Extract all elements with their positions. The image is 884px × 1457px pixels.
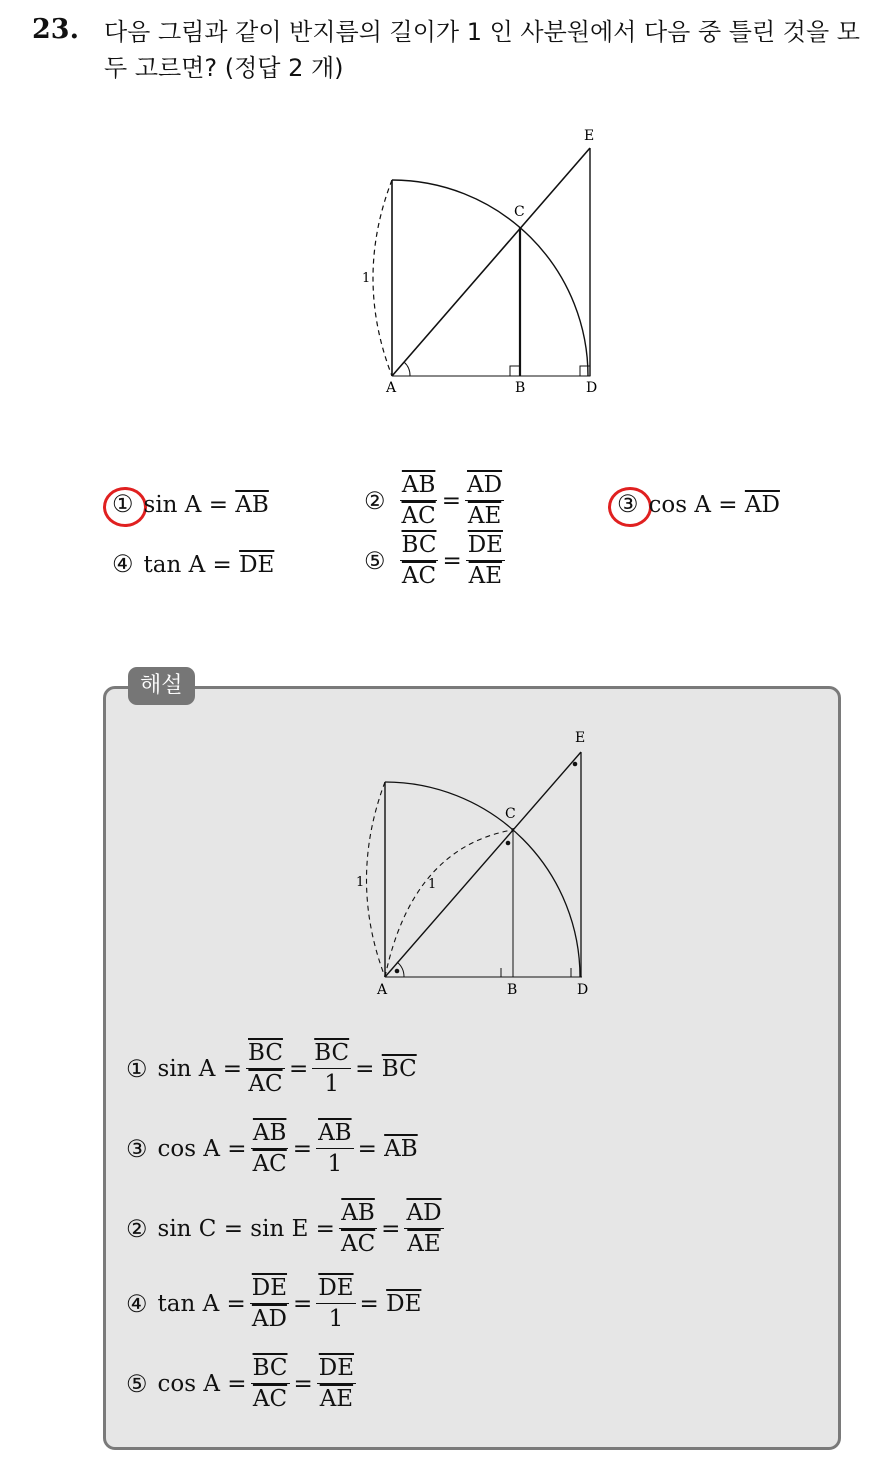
choice-5-frac-2: [466, 532, 505, 590]
sol-5-frac-1: [251, 1355, 290, 1413]
question-text: 다음 그림과 같이 반지름의 길이가 1 인 사분원에서 다음 중 틀린 것을 모두 고르면? (정답 2 개): [104, 18, 860, 82]
sol-2-eq-2: =: [357, 1135, 385, 1162]
sol-5-f2-num: $\overline{DE}$: [317, 1355, 356, 1384]
choice-3-mark: ③: [617, 490, 639, 518]
sol-quarter-arc: [385, 782, 580, 977]
solution-line-4: [126, 1275, 421, 1333]
choice-5-eq: =: [442, 547, 462, 574]
sol-4-f1-num: $\overline{DE}$: [250, 1275, 289, 1304]
sol-4-result: $\overline{DE}$: [386, 1290, 422, 1317]
sol-4-f1-den: AD: [251, 1306, 287, 1333]
choice-1-lhs: sin A =: [143, 492, 228, 518]
right-angle-b: [510, 366, 520, 376]
solution-line-3: [126, 1200, 448, 1258]
choice-2[interactable]: [364, 472, 508, 530]
choice-2-den-2: AE: [467, 503, 502, 530]
sol-5-f2-den: AE: [319, 1386, 354, 1413]
radius-brace: [373, 180, 392, 376]
choice-4-rhs: $\overline{DE}$: [239, 552, 275, 578]
sol-1-mark: ①: [126, 1054, 148, 1083]
sol-5-f1-num: $\overline{BC}$: [251, 1355, 290, 1384]
choice-2-num-2: $\overline{AD}$: [465, 472, 504, 501]
sol-label-a: A: [377, 982, 388, 998]
sol-3-f2-num: $\overline{AD}$: [404, 1200, 443, 1229]
choice-5[interactable]: [364, 532, 509, 590]
sol-label-d: D: [577, 982, 589, 998]
sol-2-result: $\overline{AB}$: [384, 1135, 418, 1162]
sol-3-f1-num: $\overline{AB}$: [339, 1200, 377, 1229]
solution-line-1: [126, 1040, 417, 1098]
sol-3-mark: ②: [126, 1214, 148, 1243]
sol-2-f1-den: AC: [252, 1151, 287, 1178]
sol-1-result: $\overline{BC}$: [381, 1055, 417, 1082]
choice-5-num-1: $\overline{BC}$: [400, 532, 439, 561]
sol-angle-dot-a: [395, 969, 400, 974]
label-d: D: [586, 380, 598, 396]
sol-label-radius-1: 1: [356, 875, 365, 890]
sol-3-f1-den: AC: [340, 1231, 376, 1258]
sol-1-frac-1: [246, 1040, 285, 1098]
sol-1-frac-2: [312, 1040, 351, 1098]
solution-figure: [330, 722, 620, 1002]
choice-1-rhs: $\overline{AB}$: [235, 492, 269, 518]
choice-5-num-2: $\overline{DE}$: [466, 532, 505, 561]
sol-2-eq-1: =: [292, 1135, 313, 1162]
sol-4-eq-2: =: [359, 1290, 387, 1317]
sol-4-f2-den: 1: [328, 1306, 344, 1333]
sol-3-f2-den: AE: [407, 1231, 441, 1258]
choice-1[interactable]: [112, 490, 269, 518]
label-b: B: [515, 380, 526, 396]
sol-4-eq-1: =: [293, 1290, 313, 1317]
sol-3-lhs: sin C = sin E =: [157, 1215, 335, 1242]
choice-2-num-1: $\overline{AB}$: [400, 472, 438, 501]
label-a: A: [386, 380, 397, 396]
sol-5-frac-2: [317, 1355, 356, 1413]
sol-2-mark: ③: [126, 1134, 148, 1163]
choice-3[interactable]: [617, 490, 780, 518]
quarter-arc: [392, 180, 588, 376]
choice-4[interactable]: [112, 550, 274, 578]
choice-4-mark: ④: [112, 550, 134, 578]
sol-line-ae: [385, 752, 581, 977]
choice-2-den-1: AC: [401, 503, 436, 530]
choice-4-lhs: tan A =: [143, 552, 232, 578]
choice-2-frac-1: [400, 472, 438, 530]
sol-2-frac-2: [316, 1120, 354, 1178]
choice-5-den-2: AE: [468, 563, 503, 590]
sol-1-eq-1: =: [288, 1055, 309, 1082]
sol-1-lhs: sin A =: [157, 1055, 242, 1082]
sol-angle-dot-c: [506, 841, 511, 846]
sol-2-f2-num: $\overline{AB}$: [316, 1120, 354, 1149]
choice-3-rhs: $\overline{AD}$: [744, 492, 780, 518]
sol-3-eq-1: =: [381, 1215, 401, 1242]
choice-2-frac-2: [465, 472, 504, 530]
angle-a-mark: [404, 362, 410, 376]
sol-5-eq-1: =: [293, 1370, 313, 1397]
question-number: 23.: [32, 14, 79, 45]
sol-label-radius-2: 1: [428, 877, 437, 892]
sol-4-f2-num: $\overline{DE}$: [316, 1275, 355, 1304]
choice-2-eq: =: [441, 487, 462, 514]
sol-2-lhs: cos A =: [157, 1135, 247, 1162]
label-c: C: [514, 204, 525, 220]
sol-4-lhs: tan A =: [157, 1290, 246, 1317]
sol-label-b: B: [507, 982, 518, 998]
sol-1-eq-2: =: [355, 1055, 382, 1082]
label-e: E: [584, 128, 595, 144]
question-figure: [340, 120, 630, 405]
sol-label-e: E: [575, 730, 586, 746]
sol-2-f1-num: $\overline{AB}$: [251, 1120, 289, 1149]
choice-2-mark: ②: [364, 486, 386, 515]
sol-4-mark: ④: [126, 1289, 148, 1318]
sol-5-lhs: cos A =: [157, 1370, 247, 1397]
sol-1-f2-den: 1: [324, 1071, 339, 1098]
sol-label-c: C: [505, 806, 516, 822]
choice-5-frac-1: [400, 532, 439, 590]
sol-2-frac-1: [251, 1120, 289, 1178]
sol-1-f1-den: AC: [248, 1071, 283, 1098]
sol-radius-brace: [367, 782, 386, 977]
label-radius: 1: [362, 271, 371, 286]
choice-1-mark: ①: [112, 490, 134, 518]
sol-1-f2-num: $\overline{BC}$: [312, 1040, 351, 1069]
solution-line-2: [126, 1120, 418, 1178]
sol-5-f1-den: AC: [252, 1386, 288, 1413]
sol-4-frac-1: [250, 1275, 289, 1333]
solution-line-5: [126, 1355, 360, 1413]
sol-4-frac-2: [316, 1275, 355, 1333]
choice-5-den-1: AC: [401, 563, 437, 590]
sol-3-frac-1: [339, 1200, 377, 1258]
choice-3-lhs: cos A =: [648, 492, 738, 518]
sol-1-f1-num: $\overline{BC}$: [246, 1040, 285, 1069]
sol-angle-dot-e: [573, 762, 578, 767]
sol-5-mark: ⑤: [126, 1369, 148, 1398]
choice-5-mark: ⑤: [364, 546, 386, 575]
solution-tag: 해설: [128, 667, 195, 705]
sol-2-f2-den: 1: [327, 1151, 343, 1178]
sol-3-frac-2: [404, 1200, 443, 1258]
